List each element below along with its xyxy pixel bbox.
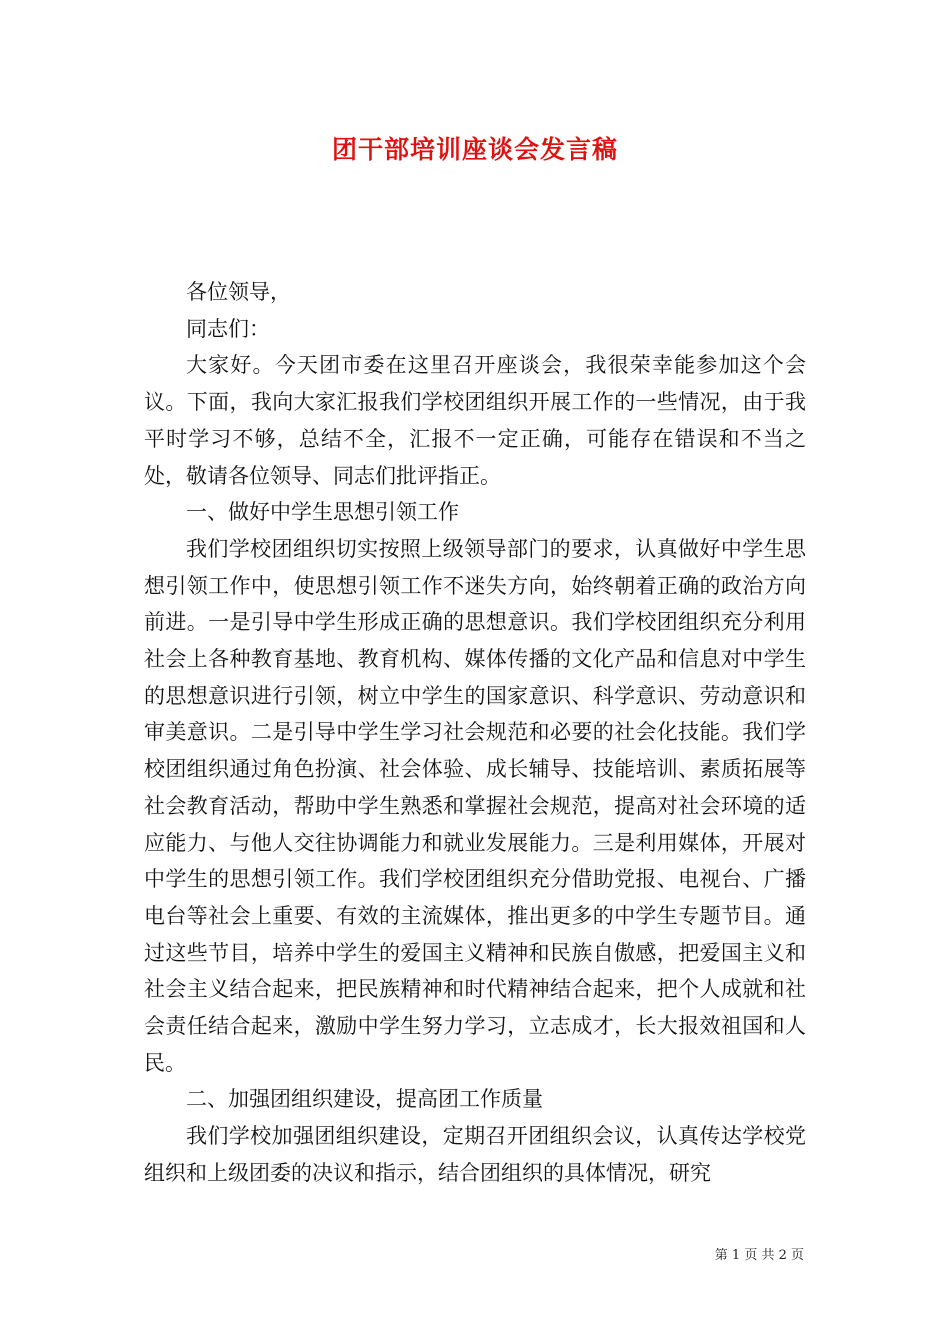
section-heading-2: 二、加强团组织建设，提高团工作质量 [186, 1087, 543, 1112]
document-title: 团干部培训座谈会发言稿 [331, 135, 618, 164]
paragraph-section-1: 我们学校团组织切实按照上级领导部门的要求，认真做好中学生思想引领工作中，使思想引领工作不迷失方向，始终朝着正确的政治方向前进。一是引导中学生形成正确的思想意识。我们学校团组织充分利用社会上各种教育基地、教育机构、媒体传播的文化产品和信息对中学生的思想意识进行引领，树立中学生的国家意识、科学意识、劳动意识和审美意识。二是引导中学生学习社会规范和必要的社会化技能。我们学校团组织通过角色扮演、社会体验、成长辅导、技能培训、素质拓展等社会教育活动，帮助中学生熟悉和掌握社会规范，提高对社会环境的适应能力、与他人交往协调能力和就业发展能力。三是利用媒体，开展对中学生的思想引领工作。我们学校团组织充分借助党报、电视台、广播电台等社会上重要、有效的主流媒体，推出更多的中学生专题节目。通过这些节目，培养中学生的爱国主义精神和民族自傲感，把爱国主义和社会主义结合起来，把民族精神和时代精神结合起来，把个人成就和社会责任结合起来，激励中学生努力学习，立志成才，长大报效祖国和人民。 [144, 536, 806, 1075]
section-heading-1: 一、做好中学生思想引领工作 [186, 500, 459, 525]
salutation-comrades: 同志们： [186, 316, 270, 341]
document-body [144, 274, 806, 1192]
page-number-footer: 第 1 页 共 2 页 [714, 1248, 804, 1263]
paragraph-section-2: 我们学校加强团组织建设，定期召开团组织会议，认真传达学校党组织和上级团委的决议和指示，结合团组织的具体情况，研究 [144, 1124, 806, 1185]
paragraph-intro: 大家好。今天团市委在这里召开座谈会，我很荣幸能参加这个会议。下面，我向大家汇报我们学校团组织开展工作的一些情况，由于我平时学习不够，总结不全，汇报不一定正确，可能存在错误和不当之处，敬请各位领导、同志们批评指正。 [144, 353, 806, 488]
salutation-leaders: 各位领导， [186, 280, 291, 304]
